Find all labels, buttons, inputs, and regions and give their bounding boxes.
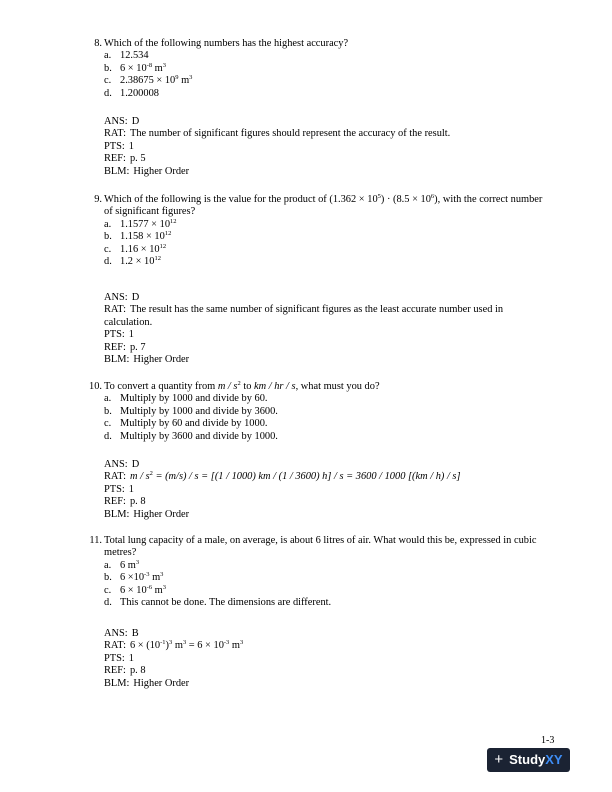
option-b: b. Multiply by 1000 and divide by 3600. — [104, 405, 278, 417]
option-b: b. $6 \times 10^{-3}$ $m^3$ — [104, 571, 164, 584]
option-d: d. $1.2 \times 10^{12}$ — [104, 255, 161, 268]
options-list — [104, 50, 192, 100]
option-d: d. This cannot be done. The dimensions are different. — [104, 597, 332, 609]
reference-line: REF: p. 5 — [104, 153, 146, 165]
options-list — [104, 393, 278, 443]
answer-block — [104, 292, 544, 366]
studyxy-logo — [487, 748, 570, 772]
option-text: Multiply by 60 and divide by 1000. — [120, 418, 268, 430]
option-text: Multiply by 1000 and divide by 60. — [120, 393, 268, 405]
option-c: c. Multiply by 60 and divide by 1000. — [104, 418, 268, 430]
option-c: c. $6 \times 10^{-6}$ $m^3$ — [104, 583, 167, 596]
option-b: b. $1.158 \times 10^{12}$ — [104, 230, 172, 243]
points-line: PTS: 1 — [104, 329, 134, 341]
option-b: b. $6 \times 10^{-8}$ $m^3$ — [104, 61, 167, 74]
plus-icon: + — [494, 750, 504, 768]
question-text: Which of the following is the value for the product of $(1.362 \times 10^5) \cdot (8.5 \times 10^6)$, with the correct number of significant figures? — [104, 193, 543, 218]
option-text: $6 \times 10^{-8}$ $m^3$ — [120, 61, 167, 74]
logo-word-study: Study — [509, 751, 546, 767]
answer-line: ANS: B — [104, 628, 139, 639]
option-text: $6 \times 10^{-3}$ $m^3$ — [120, 571, 164, 584]
options-list — [104, 560, 331, 610]
points-line: PTS: 1 — [104, 652, 134, 664]
option-d: d. 1.200008 — [104, 87, 159, 99]
rationale-line: RAT: The number of significant figures should represent the accuracy of the result. — [104, 128, 451, 140]
question-text: Which of the following numbers has the highest accuracy? — [104, 38, 349, 49]
option-text: 6 $m^3$ — [120, 559, 140, 571]
option-a: a. 6 $m^3$ — [104, 559, 140, 571]
option-text: $2.38675 \times 10^9$ $m^3$ — [120, 74, 193, 87]
bloom-level-line: BLM: Higher Order — [104, 677, 190, 689]
option-a: a. Multiply by 1000 and divide by 60. — [104, 393, 268, 405]
question-text: Total lung capacity of a male, on average, is about 6 litres of air. What would this be, expressed in cubic metres? — [104, 535, 537, 559]
reference-line: REF: p. 8 — [104, 496, 146, 508]
answer-block — [104, 628, 544, 690]
option-c: c. $2.38675 \times 10^9$ $m^3$ — [104, 74, 193, 87]
bloom-level-line: BLM: Higher Order — [104, 508, 190, 520]
option-c: c. $1.16 \times 10^{12}$ — [104, 242, 167, 255]
reference-line: REF: p. 8 — [104, 665, 146, 677]
points-line: PTS: 1 — [104, 140, 134, 152]
option-text: 1.200008 — [120, 87, 159, 99]
bloom-level-line: BLM: Higher Order — [104, 165, 190, 177]
option-text: $1.158 \times 10^{12}$ — [120, 230, 172, 243]
reference-line: REF: p. 7 — [104, 341, 146, 353]
page-number: 1-3 — [541, 735, 555, 746]
rationale-line: RAT: $m / s^2 = (m/s) / s = [(1 / 1000)$ km / (1 / 3600) h] / s = 3600 / 1000 [(km / h) / s] — [104, 470, 461, 483]
option-text: This cannot be done. The dimensions are different. — [120, 597, 332, 609]
option-a: a. $1.1577 \times 10^{12}$ — [104, 218, 177, 230]
answer-line: ANS: D — [104, 292, 140, 303]
option-text: Multiply by 3600 and divide by 1000. — [120, 430, 278, 442]
option-a: a. 12.534 — [104, 50, 149, 62]
options-list — [104, 219, 177, 269]
answer-line: ANS: D — [104, 116, 140, 127]
question-text: To convert a quantity from m / $s^2$ to km / hr / s, what must you do? — [104, 380, 380, 392]
bloom-level-line: BLM: Higher Order — [104, 354, 190, 366]
question-number: 9. — [94, 194, 102, 205]
answer-block — [104, 459, 544, 521]
rationale-line: RAT: The result has the same number of significant figures as the least accurate number used in calculation. — [104, 304, 504, 328]
option-text: $6 \times 10^{-6}$ $m^3$ — [120, 583, 167, 596]
question-number: 8. — [94, 38, 102, 49]
rationale-line: RAT: $6 \times (10^{-1})^3$ $m^3 = 6 \times 10^{-3}$ $m^3$ — [104, 639, 244, 652]
answer-block — [104, 116, 544, 178]
option-text: Multiply by 1000 and divide by 3600. — [120, 405, 278, 417]
answer-line: ANS: D — [104, 459, 140, 470]
option-text: 12.534 — [120, 50, 149, 62]
option-d: d. Multiply by 3600 and divide by 1000. — [104, 430, 278, 442]
option-text: $1.1577 \times 10^{12}$ — [120, 218, 177, 230]
option-text: $1.16 \times 10^{12}$ — [120, 242, 167, 255]
option-text: $1.2 \times 10^{12}$ — [120, 255, 161, 268]
logo-word-xy: XY — [545, 751, 563, 767]
points-line: PTS: 1 — [104, 483, 134, 495]
question-number: 10. — [89, 381, 102, 392]
question-number: 11. — [89, 535, 102, 546]
